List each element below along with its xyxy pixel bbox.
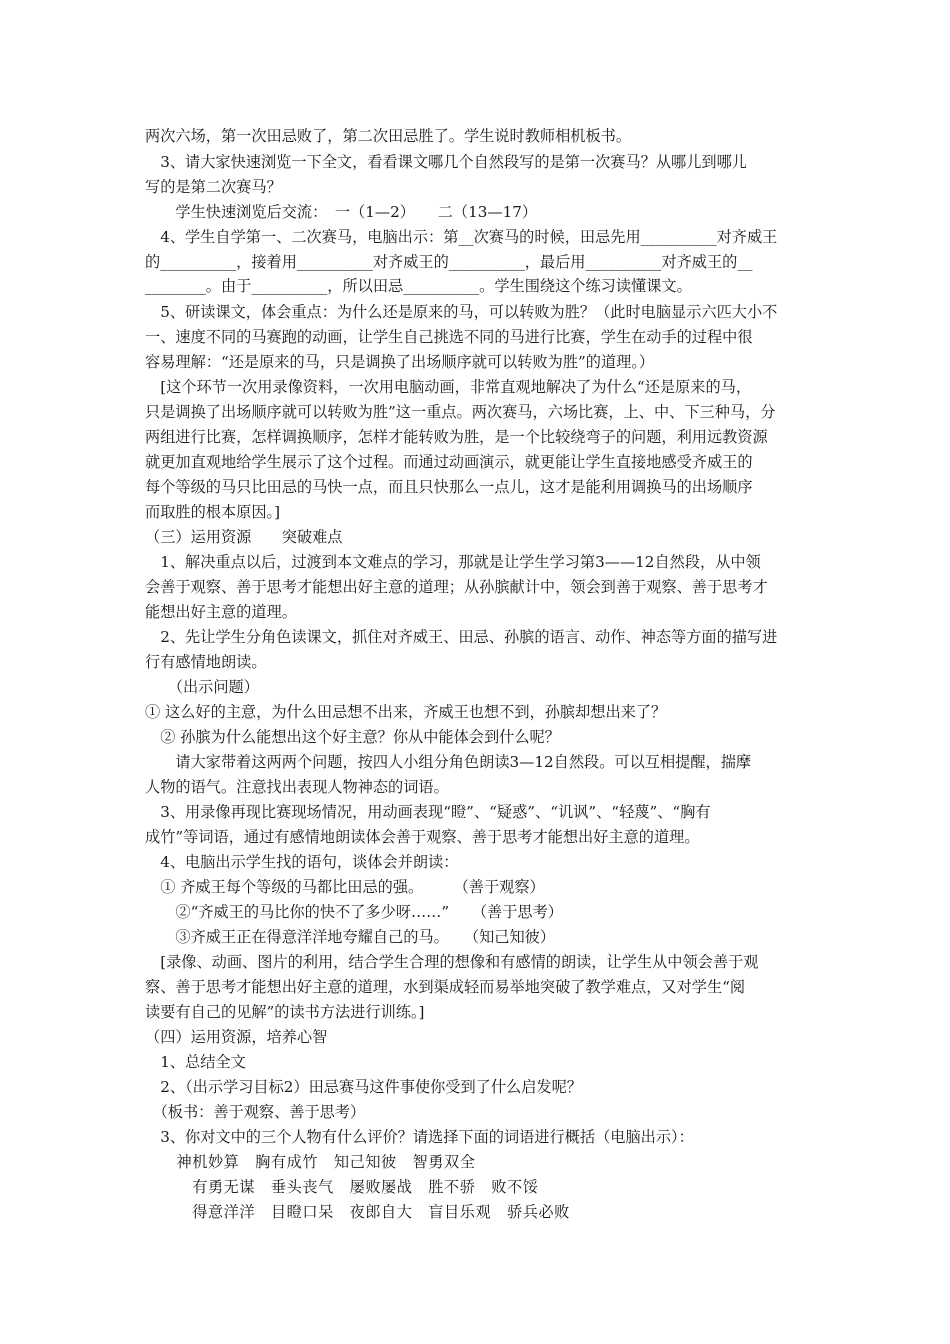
- text-line: 1、解决重点以后，过渡到本文难点的学习，那就是让学生学习第3——12自然段，从中领: [145, 553, 761, 571]
- text-line: （出示问题）: [145, 678, 259, 696]
- text-line: 3、用录像再现比赛现场情况，用动画表现“瞪”、“疑惑”、“讥讽”、“轻蔑”、“胸有: [145, 803, 711, 821]
- sentence-item: ① 齐威王每个等级的马都比田忌的强。 （善于观察）: [145, 878, 545, 896]
- text-line: 2、先让学生分角色读课文，抓住对齐威王、田忌、孙膑的语言、动作、神态等方面的描写进: [145, 628, 778, 646]
- text-line: 4、电脑出示学生找的语句，谈体会并朗读：: [145, 853, 459, 871]
- word-list-row: 得意洋洋 目瞪口呆 夜郎自大 盲目乐观 骄兵必败: [145, 1203, 570, 1221]
- text-line: 4、学生自学第一、二次赛马，电脑出示：第__次赛马的时候，田忌先用__________对齐威王: [145, 228, 778, 246]
- section-heading: （三）运用资源 突破难点: [145, 528, 343, 546]
- text-line: 行有感情地朗读。: [145, 653, 267, 671]
- section-heading: （四）运用资源，培养心智: [145, 1028, 328, 1046]
- text-line: 学生快速浏览后交流： 一（1—2） 二（13—17）: [145, 203, 538, 221]
- text-line: 读要有自己的见解”的读书方法进行训练。]: [145, 1003, 425, 1021]
- sentence-item: ③齐威王正在得意洋洋地夸耀自己的马。 （知己知彼）: [145, 928, 556, 946]
- text-line: 一、速度不同的马赛跑的动画，让学生自己挑选不同的马进行比赛，学生在动手的过程中很: [145, 328, 753, 346]
- sentence-item: ②“齐威王的马比你的快不了多少呀……” （善于思考）: [145, 903, 563, 921]
- word-list-row: 神机妙算 胸有成竹 知己知彼 智勇双全: [145, 1153, 476, 1171]
- text-line: 的__________，接着用__________对齐威王的__________，最后用__________对齐威王的__: [145, 253, 753, 271]
- text-line: 3、请大家快速浏览一下全文，看看课文哪几个自然段写的是第一次赛马？从哪儿到哪儿: [145, 153, 747, 171]
- text-line: 只是调换了出场顺序就可以转败为胜”这一重点。两次赛马，六场比赛，上、中、下三种马，分: [145, 403, 776, 421]
- text-line: 成竹”等词语，通过有感情地朗读体会善于观察、善于思考才能想出好主意的道理。: [145, 828, 700, 846]
- text-line: [这个环节一次用录像资料，一次用电脑动画，非常直观地解决了为什么“还是原来的马，: [145, 378, 752, 396]
- text-line: 每个等级的马只比田忌的马快一点，而且只快那么一点儿，这才是能利用调换马的出场顺序: [145, 478, 753, 496]
- text-line: 人物的语气。注意找出表现人物神态的词语。: [145, 778, 449, 796]
- text-line: 察、善于思考才能想出好主意的道理，水到渠成轻而易举地突破了教学难点，又对学生“阅: [145, 978, 746, 996]
- text-line: [录像、动画、图片的利用，结合学生合理的想像和有感情的朗读，让学生从中领会善于观: [145, 953, 759, 971]
- question-item: ① 这么好的主意，为什么田忌想不出来，齐威王也想不到，孙膑却想出来了？: [145, 703, 667, 721]
- text-line: 能想出好主意的道理。: [145, 603, 297, 621]
- word-list-row: 有勇无谋 垂头丧气 屡败屡战 胜不骄 败不馁: [145, 1178, 539, 1196]
- question-item: ② 孙膑为什么能想出这个好主意？你从中能体会到什么呢？: [145, 728, 560, 746]
- text-line: ________。由于__________，所以田忌__________。学生围绕这个练习读懂课文。: [145, 277, 692, 295]
- text-line: 2、（出示学习目标2）田忌赛马这件事使你受到了什么启发呢？: [145, 1078, 582, 1096]
- text-line: 会善于观察、善于思考才能想出好主意的道理；从孙膑献计中，领会到善于观察、善于思考才: [145, 578, 768, 596]
- text-line: 请大家带着这两两个问题，按四人小组分角色朗读3—12自然段。可以互相提醒，揣摩: [145, 753, 752, 771]
- text-line: 就更加直观地给学生展示了这个过程。而通过动画演示，就更能让学生直接地感受齐威王的: [145, 453, 753, 471]
- text-line: 容易理解：“还是原来的马，只是调换了出场顺序就可以转败为胜”的道理。）: [145, 353, 655, 371]
- text-line: 写的是第二次赛马？: [145, 178, 282, 196]
- text-line: （板书：善于观察、善于思考）: [145, 1103, 366, 1121]
- text-line: 而取胜的根本原因。]: [145, 503, 281, 521]
- text-line: 两次六场，第一次田忌败了，第二次田忌胜了。学生说时教师相机板书。: [145, 127, 631, 145]
- text-line: 两组进行比赛，怎样调换顺序，怎样才能转败为胜，是一个比较绕弯子的问题，利用远教资源: [145, 428, 768, 446]
- text-line: 5、研读课文，体会重点：为什么还是原来的马，可以转败为胜？（此时电脑显示六匹大小不: [145, 303, 778, 321]
- text-line: 1、总结全文: [145, 1053, 246, 1071]
- text-line: 3、你对文中的三个人物有什么评价？请选择下面的词语进行概括（电脑出示）：: [145, 1128, 694, 1146]
